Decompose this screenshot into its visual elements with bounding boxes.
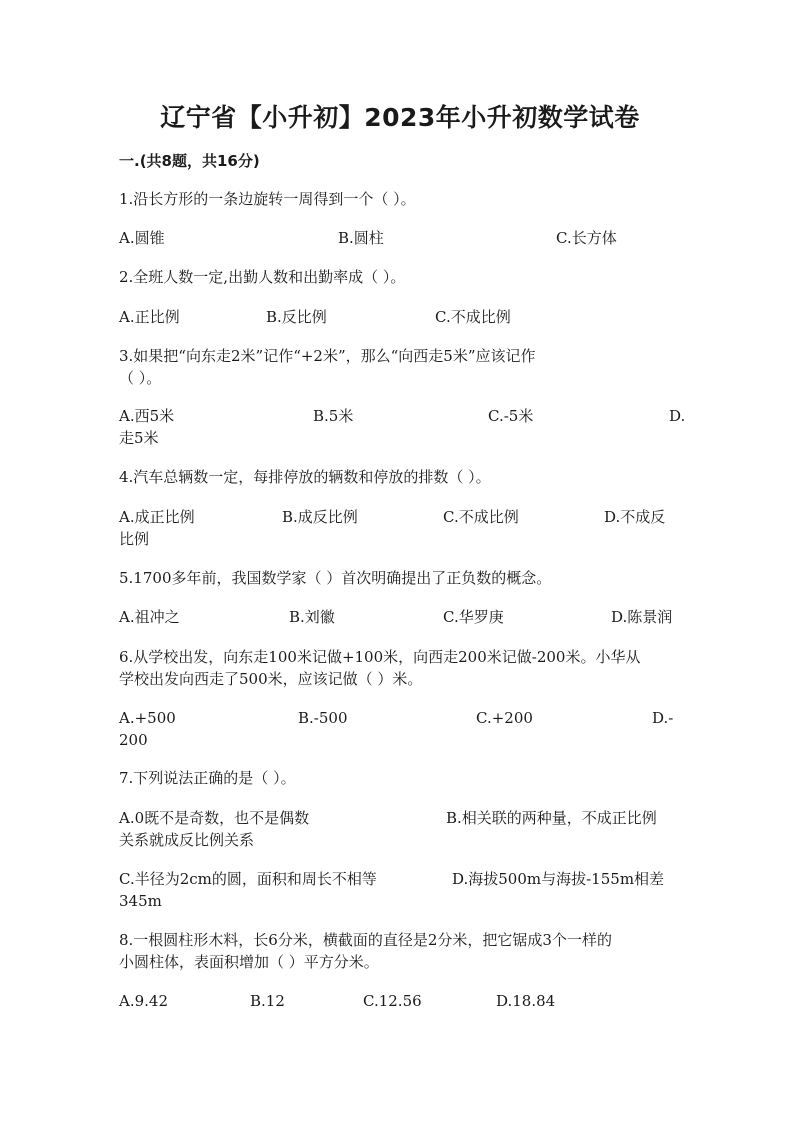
question-7-option-b[interactable]: B.相关联的两种量，不成正比例 <box>446 809 657 827</box>
question-7-option-c[interactable]: C.半径为2cm的圆，面积和周长不相等 <box>119 870 377 888</box>
question-5-option-c[interactable]: C.华罗庚 <box>443 608 504 626</box>
question-7-option-b-wrap[interactable]: 关系就成反比例关系 <box>119 831 255 849</box>
section-heading: 一.(共8题，共16分) <box>119 152 260 170</box>
question-3-stem-line-2: （ ）。 <box>119 369 162 387</box>
question-3-option-d-wrap[interactable]: 走5米 <box>119 429 159 447</box>
question-7-option-d-wrap[interactable]: 345m <box>119 892 162 910</box>
question-8-stem-line-2: 小圆柱体，表面积增加（ ）平方分米。 <box>119 953 379 971</box>
question-4-option-b[interactable]: B.成反比例 <box>282 508 358 526</box>
question-5-option-d[interactable]: D.陈景润 <box>611 608 673 626</box>
question-2-stem: 2.全班人数一定,出勤人数和出勤率成（ ）。 <box>119 268 406 286</box>
question-6-option-a[interactable]: A.+500 <box>119 709 176 727</box>
question-6-option-d[interactable]: D.- <box>652 709 674 727</box>
question-8-option-c[interactable]: C.12.56 <box>363 992 422 1010</box>
question-8-stem-line-1: 8.一根圆柱形木料，长6分米，横截面的直径是2分米，把它锯成3个一样的 <box>119 931 612 949</box>
question-3-option-b[interactable]: B.5米 <box>313 407 354 425</box>
question-1-stem: 1.沿长方形的一条边旋转一周得到一个（ ）。 <box>119 190 416 208</box>
question-5-stem: 5.1700多年前，我国数学家（ ）首次明确提出了正负数的概念。 <box>119 569 552 587</box>
question-4-option-d-wrap[interactable]: 比例 <box>119 530 150 548</box>
question-4-option-c[interactable]: C.不成比例 <box>443 508 519 526</box>
question-3-stem-line-1: 3.如果把“向东走2米”记作“+2米”，那么“向西走5米”应该记作 <box>119 347 536 365</box>
question-3-option-d[interactable]: D. <box>669 407 686 425</box>
question-5-option-a[interactable]: A.祖冲之 <box>119 608 180 626</box>
question-7-option-a[interactable]: A.0既不是奇数，也不是偶数 <box>119 809 310 827</box>
question-3-option-a[interactable]: A.西5米 <box>119 407 175 425</box>
question-6-stem-line-1: 6.从学校出发，向东走100米记做+100米，向西走200米记做-200米。小华从 <box>119 648 641 666</box>
question-2-option-c[interactable]: C.不成比例 <box>435 308 511 326</box>
question-1-option-b[interactable]: B.圆柱 <box>338 229 384 247</box>
question-2-option-a[interactable]: A.正比例 <box>119 308 180 326</box>
question-3-option-c[interactable]: C.-5米 <box>488 407 534 425</box>
question-6-option-c[interactable]: C.+200 <box>476 709 533 727</box>
page-title: 辽宁省【小升初】2023年小升初数学试卷 <box>160 103 640 132</box>
question-8-option-d[interactable]: D.18.84 <box>496 992 556 1010</box>
question-2-option-b[interactable]: B.反比例 <box>266 308 327 326</box>
question-6-option-d-wrap[interactable]: 200 <box>119 731 148 749</box>
question-7-option-d[interactable]: D.海拔500m与海拔-155m相差 <box>452 870 665 888</box>
question-8-option-b[interactable]: B.12 <box>250 992 285 1010</box>
question-8-option-a[interactable]: A.9.42 <box>119 992 168 1010</box>
question-5-option-b[interactable]: B.刘徽 <box>289 608 335 626</box>
question-1-option-a[interactable]: A.圆锥 <box>119 229 165 247</box>
question-6-option-b[interactable]: B.-500 <box>298 709 348 727</box>
question-4-option-d[interactable]: D.不成反 <box>604 508 666 526</box>
question-1-option-c[interactable]: C.长方体 <box>556 229 617 247</box>
question-7-stem: 7.下列说法正确的是（ ）。 <box>119 769 296 787</box>
question-4-option-a[interactable]: A.成正比例 <box>119 508 195 526</box>
question-4-stem: 4.汽车总辆数一定，每排停放的辆数和停放的排数（ ）。 <box>119 468 491 486</box>
question-6-stem-line-2: 学校出发向西走了500米，应该记做（ ）米。 <box>119 670 423 688</box>
